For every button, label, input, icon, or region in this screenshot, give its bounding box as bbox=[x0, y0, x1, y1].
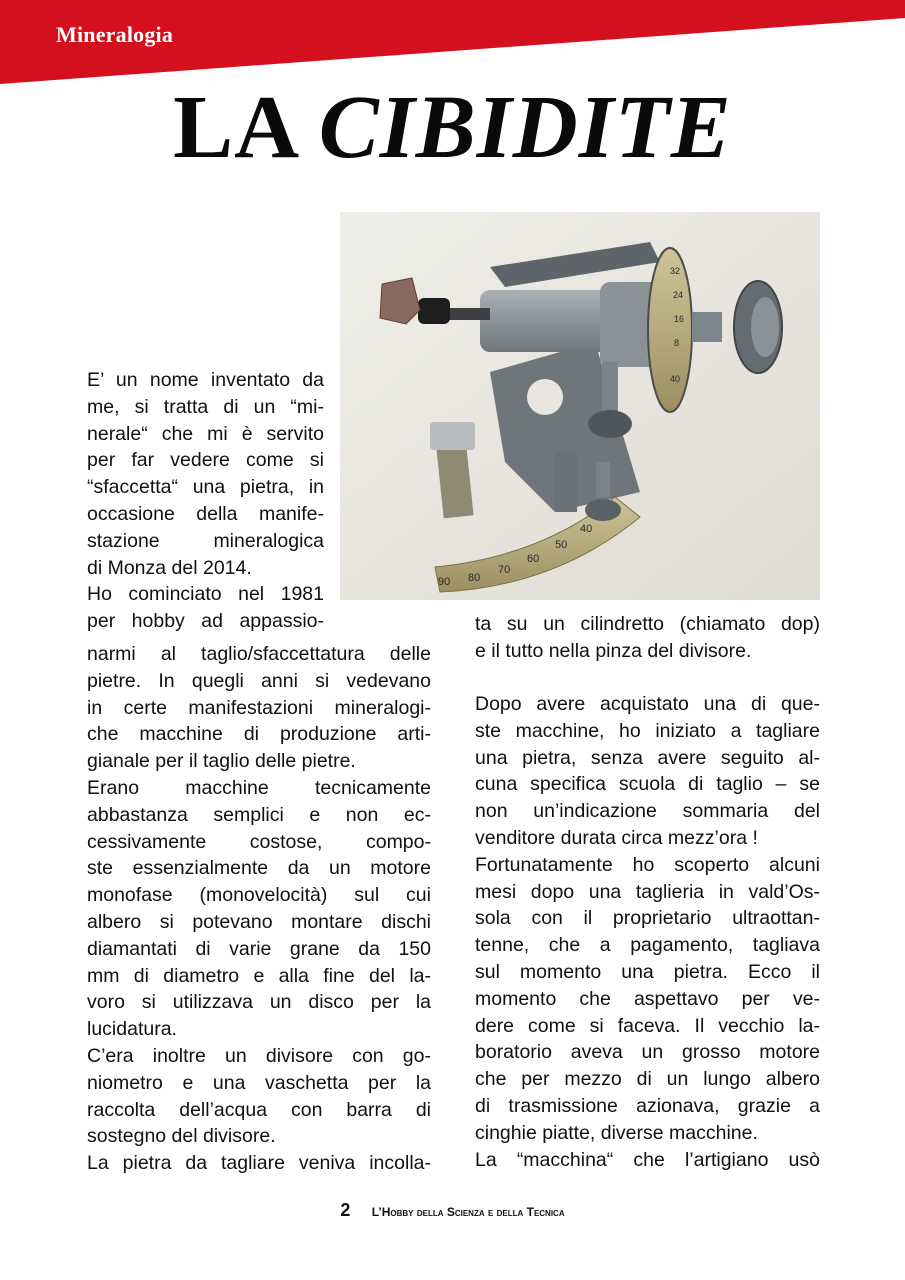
page-title bbox=[0, 78, 905, 178]
text-line: di Monza del 2014. bbox=[87, 556, 252, 579]
text-line: stazione mineralogica bbox=[87, 529, 324, 552]
text-line: La pietra da tagliare veniva incolla- bbox=[87, 1152, 431, 1175]
text-line: mesi dopo una taglieria in vald’Os- bbox=[475, 880, 820, 903]
section-label: Mineralogia bbox=[56, 22, 174, 47]
dial-number: 40 bbox=[580, 523, 593, 535]
text-line: “sfaccetta“ una pietra, in bbox=[87, 476, 324, 499]
text-line: venditore durata circa mezz’ora ! bbox=[475, 826, 758, 849]
text-line: ta su un cilindretto (chiamato dop) bbox=[475, 613, 820, 635]
page-footer bbox=[0, 1200, 905, 1221]
text-line: Erano macchine tecnicamente bbox=[87, 776, 431, 799]
index-number: 24 bbox=[673, 290, 684, 300]
dial-number: 60 bbox=[527, 553, 540, 565]
intro-paragraph-narrow bbox=[87, 367, 324, 635]
text-line: E’ un nome inventato da bbox=[87, 369, 324, 391]
text-line: ste macchine, ho iniziato a tagliare bbox=[475, 719, 820, 742]
left-column-body bbox=[87, 641, 431, 1177]
text-line: sola con il proprietario ultraottan- bbox=[475, 907, 820, 930]
text-line: monofase (monovelocità) sul cui bbox=[87, 884, 431, 907]
right-column-body bbox=[475, 691, 820, 1173]
text-line: per hobby ad appassio- bbox=[87, 610, 324, 633]
text-line: non un’indicazione sommaria del bbox=[475, 800, 820, 823]
index-number: 16 bbox=[674, 314, 685, 324]
text-line: C’era inoltre un divisore con go- bbox=[87, 1044, 431, 1067]
text-line: cinghie piatte, diverse macchine. bbox=[475, 1121, 758, 1144]
title-plain: LA bbox=[173, 78, 296, 177]
index-number: 8 bbox=[674, 338, 680, 348]
text-line: e il tutto nella pinza del divisore. bbox=[475, 639, 752, 662]
text-line: lucidatura. bbox=[87, 1018, 177, 1041]
faceting-machine-photo bbox=[340, 212, 820, 600]
text-line: di trasmissione azionava, grazie a bbox=[475, 1094, 820, 1117]
page-number: 2 bbox=[340, 1200, 351, 1220]
text-line: una pietra, senza avere seguito al- bbox=[475, 746, 820, 769]
dial-number: 50 bbox=[555, 539, 568, 551]
text-line: mm di diametro e alla fine del la- bbox=[87, 964, 431, 987]
text-line: voro si utilizzava un disco per la bbox=[87, 991, 431, 1014]
text-line: Fortunatamente ho scoperto alcuni bbox=[475, 853, 820, 876]
text-line: diamantati di varie grane da 150 bbox=[87, 937, 431, 960]
index-number: 32 bbox=[670, 266, 681, 276]
text-line: La “macchina“ che l’artigiano usò bbox=[475, 1148, 820, 1171]
text-line: boratorio aveva un grosso motore bbox=[475, 1041, 820, 1064]
text-line: che macchine di produzione arti- bbox=[87, 723, 431, 746]
text-line: Dopo avere acquistato una di que- bbox=[475, 693, 820, 715]
text-line: sostegno del divisore. bbox=[87, 1125, 276, 1148]
title-italic: CIBIDITE bbox=[318, 78, 732, 177]
text-line: me, si tratta di un “mi- bbox=[87, 395, 324, 418]
text-line: narmi al taglio/sfaccettatura delle bbox=[87, 643, 431, 665]
text-line: che per mezzo di un lungo albero bbox=[475, 1068, 820, 1091]
text-line: cessivamente costose, compo- bbox=[87, 830, 431, 853]
text-line: momento che aspettavo per ve- bbox=[475, 987, 820, 1010]
index-number: 40 bbox=[670, 374, 681, 384]
text-line: dere come si faceva. Il vecchio la- bbox=[475, 1014, 820, 1037]
dial-number: 90 bbox=[438, 576, 451, 588]
text-line: cuna specifica scuola di taglio – se bbox=[475, 773, 820, 796]
text-line: occasione della manife- bbox=[87, 502, 324, 525]
text-line: tenne, che a pagamento, tagliava bbox=[475, 934, 820, 957]
text-line: nerale“ che mi è servito bbox=[87, 422, 324, 445]
magazine-name: L’Hobby della Scienza e della Tecnica bbox=[371, 1205, 565, 1219]
text-line: gianale per il taglio delle pietre. bbox=[87, 750, 356, 773]
text-line: niometro e una vaschetta per la bbox=[87, 1071, 431, 1094]
text-line: Ho cominciato nel 1981 bbox=[87, 583, 324, 606]
text-line: in certe manifestazioni mineralogi- bbox=[87, 696, 431, 719]
text-line: albero si potevano montare dischi bbox=[87, 910, 431, 933]
dial-number: 80 bbox=[468, 572, 481, 584]
text-line: raccolta dell’acqua con barra di bbox=[87, 1098, 431, 1121]
text-line: ste essenzialmente da un motore bbox=[87, 857, 431, 880]
text-line: sul momento una pietra. Ecco il bbox=[475, 960, 820, 983]
text-line: abbastanza semplici e non ec- bbox=[87, 803, 431, 826]
dial-number: 70 bbox=[498, 564, 511, 576]
text-line: per far vedere come si bbox=[87, 449, 324, 472]
text-line: pietre. In quegli anni si vedevano bbox=[87, 669, 431, 692]
right-column-top bbox=[475, 611, 820, 665]
